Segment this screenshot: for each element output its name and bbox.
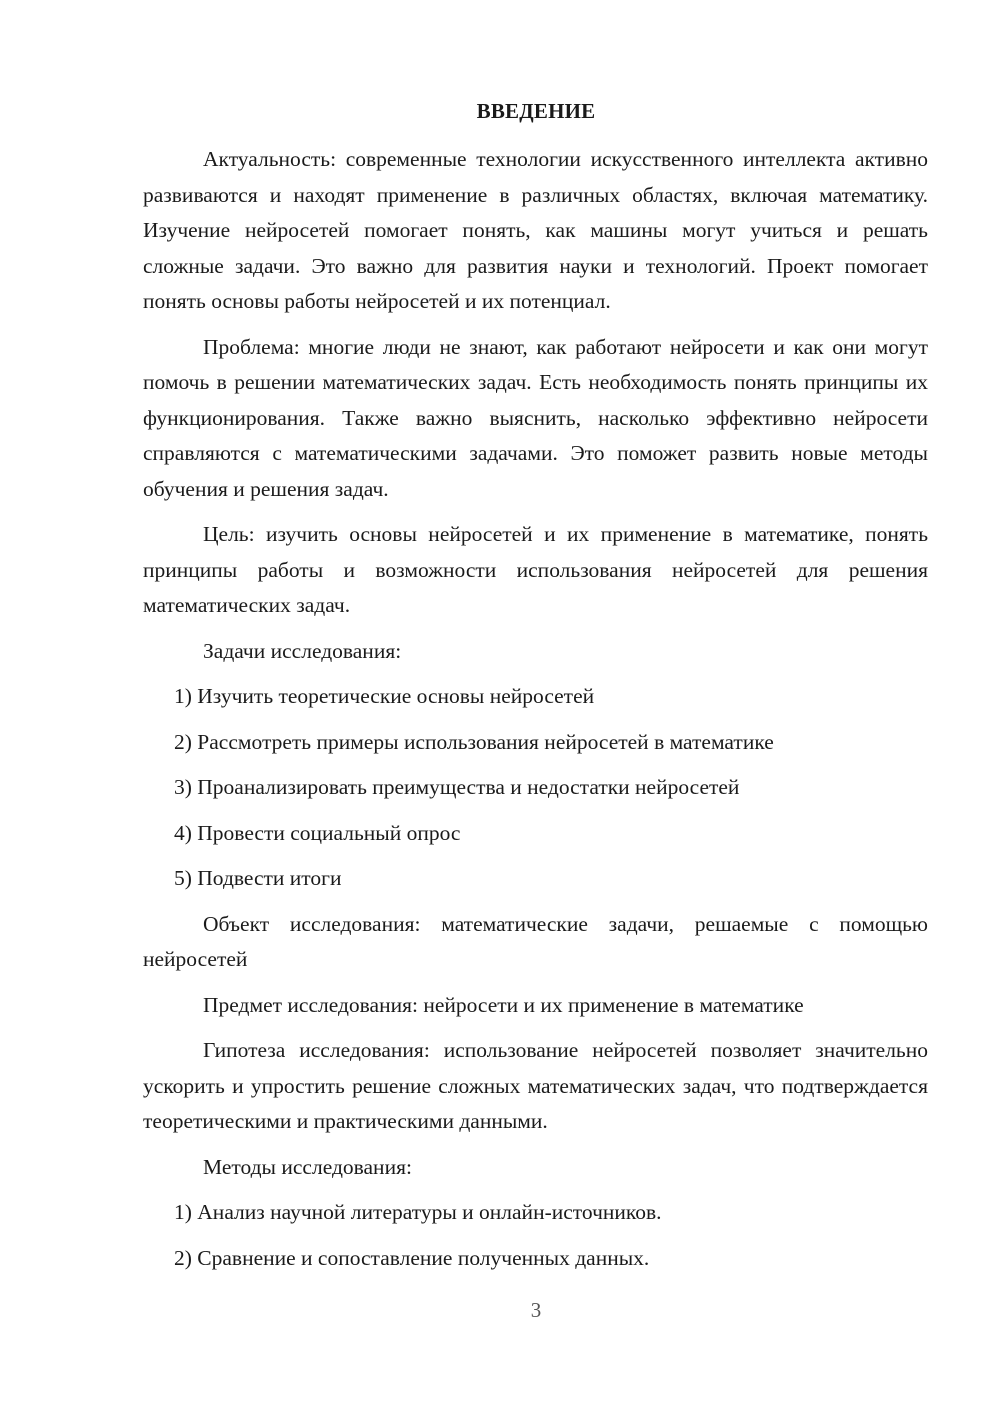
- subject-paragraph: Предмет исследования: нейросети и их применение в математике: [203, 992, 804, 1017]
- tasks-list: [143, 679, 928, 897]
- task-item: 4) Провести социальный опрос: [174, 820, 461, 845]
- tasks-heading: Задачи исследования:: [203, 638, 402, 663]
- methods-heading: Методы исследования:: [203, 1154, 412, 1179]
- document-body: [143, 142, 928, 1286]
- task-item: 2) Рассмотреть примеры использования нейросетей в математике: [174, 729, 774, 754]
- method-item: 2) Сравнение и сопоставление полученных данных.: [174, 1245, 650, 1270]
- method-item: 1) Анализ научной литературы и онлайн-источников.: [174, 1200, 662, 1224]
- object-paragraph: Объект исследования: математические задачи, решаемые с помощью нейросетей: [143, 911, 928, 971]
- problem-paragraph: Проблема: многие люди не знают, как работают нейросети и как они могут помочь в решении математических задач. Есть необходимость понять принципы их функционирования. Также важно выяснить, насколько эффективно нейросети справляются с математическими задачами. Это поможет развить новые методы обучения и решения задач.: [143, 334, 928, 501]
- task-item: 3) Проанализировать преимущества и недостатки нейросетей: [174, 775, 740, 799]
- hypothesis-paragraph: Гипотеза исследования: использование нейросетей позволяет значительно ускорить и упростить решение сложных математических задач, что подтверждается теоретическими и практическими данными.: [143, 1038, 928, 1133]
- task-item: 1) Изучить теоретические основы нейросетей: [174, 684, 595, 708]
- relevance-paragraph: Актуальность: современные технологии искусственного интеллекта активно развиваются и находят применение в различных областях, включая математику. Изучение нейросетей помогает понять, как машины могут учиться и решать сложные задачи. Это важно для развития науки и технологий. Проект помогает понять основы работы нейросетей и их потенциал.: [143, 147, 928, 313]
- page-number: 3: [530, 1298, 542, 1322]
- task-item: 5) Подвести итоги: [174, 866, 342, 890]
- section-title: ВВЕДЕНИЕ: [476, 99, 596, 123]
- goal-paragraph: Цель: изучить основы нейросетей и их применение в математике, понять принципы работы и возможности использования нейросетей для решения математических задач.: [143, 522, 928, 617]
- methods-list: [143, 1195, 928, 1276]
